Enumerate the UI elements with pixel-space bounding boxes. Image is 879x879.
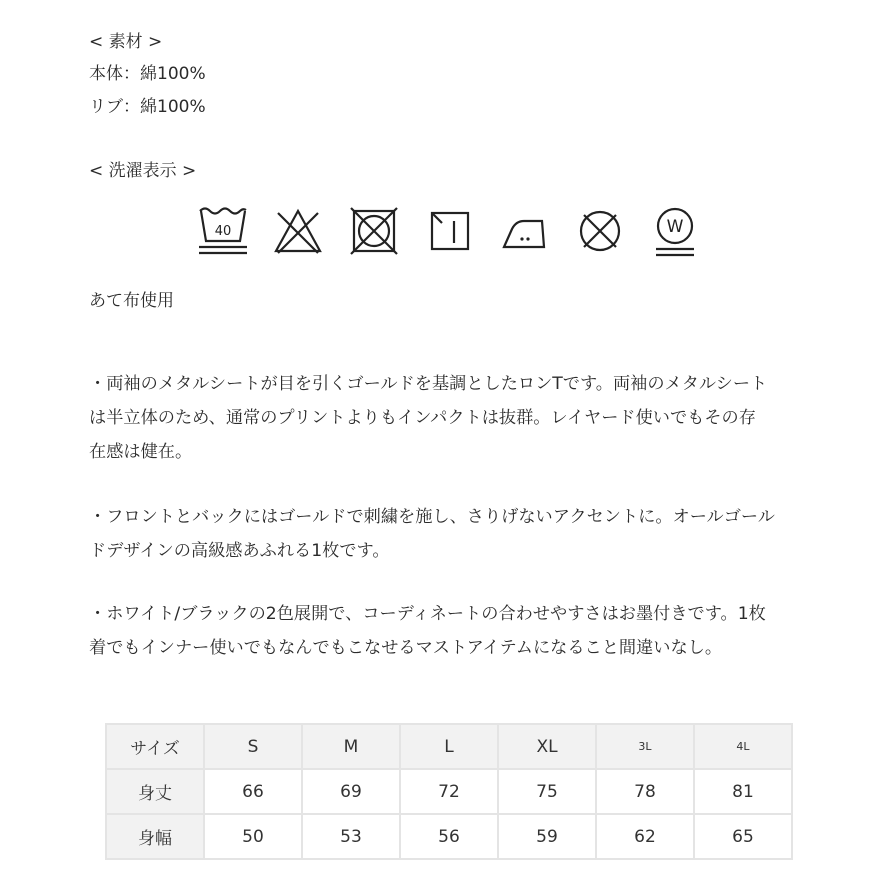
text-line: ・フロントとバックにはゴールドで刺繍を施し、さりげないアクセントに。オールゴール <box>89 507 775 527</box>
row-label: 身幅 <box>106 814 204 859</box>
table-cell: 66 <box>204 769 302 814</box>
no-dry-clean-icon <box>576 205 624 257</box>
text-line: ドデザインの高級感あふれる1枚です。 <box>89 541 390 561</box>
washtub-40-icon <box>196 205 250 257</box>
table-row <box>106 769 792 814</box>
text-line: 着でもインナー使いでもなんでもこなせるマストアイテムになること間違いなし。 <box>89 638 723 658</box>
text-line: は半立体のため、通常のプリントよりもインパクトは抜群。レイヤード使いでもその存 <box>89 408 756 428</box>
material-heading: < 素材 > <box>89 32 163 52</box>
description-paragraph-2 <box>89 500 829 568</box>
row-label: 身丈 <box>106 769 204 814</box>
svg-text:W: W <box>666 217 684 237</box>
table-cell: 59 <box>498 814 596 859</box>
table-cell: 75 <box>498 769 596 814</box>
description-paragraph-1 <box>89 367 829 469</box>
text-line: ・ホワイト/ブラックの2色展開で、コーディネートの合わせやすさはお墨付きです。1枚 <box>89 604 766 624</box>
text-line: ・両袖のメタルシートが目を引くゴールドを基調としたロンTです。両袖のメタルシート <box>89 374 768 394</box>
table-cell: 50 <box>204 814 302 859</box>
svg-text:40: 40 <box>214 224 232 239</box>
care-note: あて布使用 <box>89 291 174 311</box>
wet-clean-icon <box>652 205 698 261</box>
table-cell: 69 <box>302 769 400 814</box>
table-cell: 78 <box>596 769 694 814</box>
material-body: 本体：綿100% <box>89 64 206 84</box>
table-cell: 62 <box>596 814 694 859</box>
no-tumble-dry-icon <box>348 205 400 257</box>
table-header-row <box>106 724 792 769</box>
text-line: 在感は健在。 <box>89 442 193 462</box>
header-cell-xl: XL <box>498 724 596 769</box>
table-cell: 56 <box>400 814 498 859</box>
table-cell: 81 <box>694 769 792 814</box>
header-cell-l: L <box>400 724 498 769</box>
header-cell-4l: 4L <box>694 724 792 769</box>
table-cell: 53 <box>302 814 400 859</box>
size-table <box>105 723 793 860</box>
table-cell: 72 <box>400 769 498 814</box>
table-row <box>106 814 792 859</box>
no-bleach-icon <box>272 205 324 257</box>
line-dry-shade-icon <box>428 205 472 257</box>
iron-low-icon <box>498 205 552 257</box>
material-rib: リブ：綿100% <box>89 97 206 117</box>
header-cell-s: S <box>204 724 302 769</box>
care-heading: < 洗濯表示 > <box>89 161 197 181</box>
table-cell: 65 <box>694 814 792 859</box>
header-cell-m: M <box>302 724 400 769</box>
header-cell-3l: 3L <box>596 724 694 769</box>
description-paragraph-3 <box>89 597 829 665</box>
care-symbols <box>196 205 696 260</box>
header-cell-label: サイズ <box>106 724 204 769</box>
